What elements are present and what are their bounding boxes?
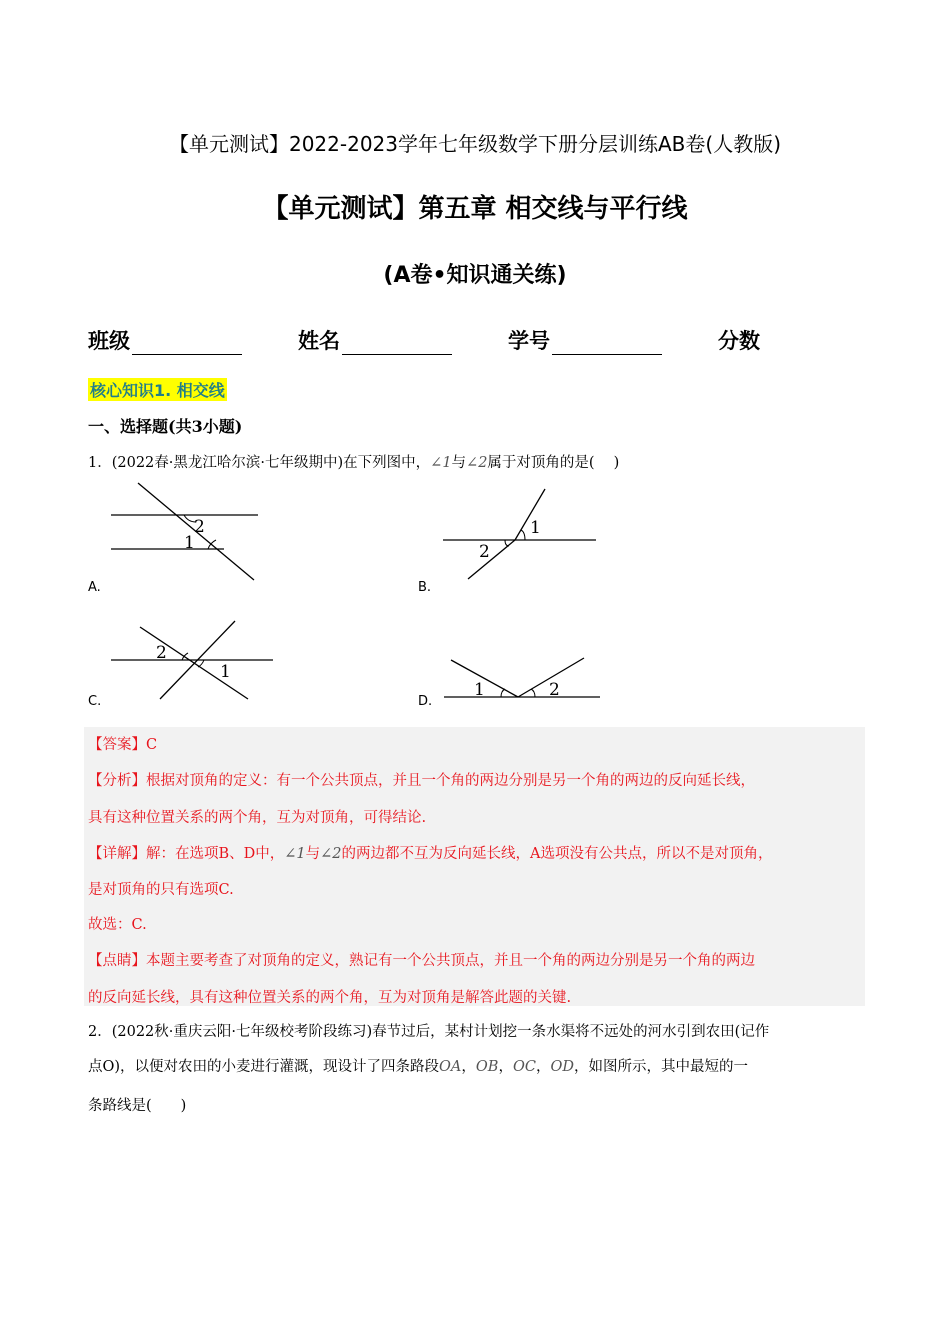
question-1-stem	[88, 453, 619, 473]
figure-a	[100, 478, 270, 588]
option-a-label[interactable]: A.	[88, 580, 101, 595]
option-d-label[interactable]: D.	[418, 694, 433, 709]
q1-angle1: ∠1	[430, 455, 452, 471]
class-field[interactable]	[88, 325, 242, 355]
comment-line-1: 【点睛】本题主要考查了对顶角的定义，熟记有一个公共顶点，并且一个角的两边分别是另一个角的两边	[88, 953, 755, 969]
option-c-label[interactable]: C.	[88, 694, 102, 709]
question-2-line-1: 2．(2022秋·重庆云阳·七年级校考阶段练习)春节过后，某村计划挖一条水渠将不远处的河水引到农田(记作	[88, 1024, 770, 1040]
figure-c-label-1: 1	[220, 662, 231, 682]
analysis-line-1: 【分析】根据对顶角的定义：有一个公共顶点，并且一个角的两边分别是另一个角的两边的反向延长线，	[88, 773, 755, 789]
q2-seg-oc: OC	[512, 1059, 536, 1075]
figure-d-label-2: 2	[549, 680, 560, 700]
comment-line-2: 的反向延长线，具有这种位置关系的两个角，互为对顶角是解答此题的关键.	[88, 990, 572, 1006]
q2-sep-3: ，	[535, 1059, 551, 1075]
name-field[interactable]	[298, 325, 452, 355]
figure-b-label-2: 2	[479, 542, 490, 562]
analysis-line-2: 具有这种位置关系的两个角，互为对顶角，可得结论.	[88, 810, 427, 826]
q2-line2-pre: 点O)，以便对农田的小麦进行灌溉，现设计了四条路段	[88, 1059, 440, 1075]
choice-line: 故选：C.	[88, 917, 147, 933]
class-blank[interactable]	[132, 332, 242, 355]
q1-stem-post: 属于对顶角的是( )	[487, 455, 620, 471]
figure-c	[100, 615, 280, 705]
volume-title: (A卷•知识通关练)	[383, 263, 567, 288]
id-field[interactable]	[508, 325, 662, 355]
chapter-title: 【单元测试】第五章 相交线与平行线	[262, 194, 688, 224]
series-title: 【单元测试】2022-2023学年七年级数学下册分层训练AB卷(人教版)	[168, 132, 782, 156]
section-tag: 核心知识1. 相交线	[88, 378, 227, 401]
class-label: 班级	[88, 329, 130, 353]
detail-1-conj: 与	[305, 846, 321, 862]
detail-1-angle2: ∠2	[320, 846, 342, 862]
figure-d	[435, 650, 610, 705]
detail-1-pre: 【详解】解：在选项B、D中，	[88, 846, 285, 862]
name-label: 姓名	[298, 329, 340, 353]
student-info-row	[88, 325, 816, 355]
figure-d-label-1: 1	[474, 680, 485, 700]
q2-seg-od: OD	[550, 1059, 574, 1075]
score-label: 分数	[718, 329, 760, 353]
figure-b-arc-1	[521, 530, 525, 540]
q2-sep-1: ，	[461, 1059, 476, 1075]
figure-c-label-2: 2	[156, 643, 167, 663]
detail-line-1	[88, 842, 773, 863]
q1-angle2: ∠2	[466, 455, 488, 471]
q2-sep-2: ，	[498, 1059, 513, 1075]
figure-a-label-2: 2	[194, 517, 205, 537]
q2-seg-oa: OA	[439, 1059, 462, 1075]
id-blank[interactable]	[552, 332, 662, 355]
name-blank[interactable]	[342, 332, 452, 355]
detail-line-2: 是对顶角的只有选项C.	[88, 882, 234, 898]
answer-line: 【答案】C	[88, 737, 158, 753]
score-field	[718, 325, 760, 355]
option-b-label[interactable]: B.	[418, 580, 432, 595]
figure-d-arc-2	[531, 689, 535, 697]
q2-seg-ob: OB	[475, 1059, 499, 1075]
figure-a-label-1: 1	[184, 533, 195, 553]
figure-b-label-1: 1	[530, 518, 541, 538]
part-heading: 一、选择题(共3小题)	[88, 417, 243, 436]
detail-1-angle1: ∠1	[284, 846, 306, 862]
q2-line2-post: ，如图所示，其中最短的一	[573, 1059, 748, 1075]
figure-c-arc-1	[198, 660, 204, 667]
figure-b	[435, 485, 605, 585]
question-2-line-2	[88, 1057, 748, 1077]
detail-1-post: 的两边都不互为反向延长线，A选项没有公共点，所以不是对顶角，	[341, 846, 773, 862]
q1-stem-pre: 1．(2022春·黑龙江哈尔滨·七年级期中)在下列图中，	[88, 455, 431, 471]
question-2-line-3: 条路线是( )	[88, 1098, 187, 1114]
id-label: 学号	[508, 329, 550, 353]
q1-conj: 与	[451, 455, 467, 471]
